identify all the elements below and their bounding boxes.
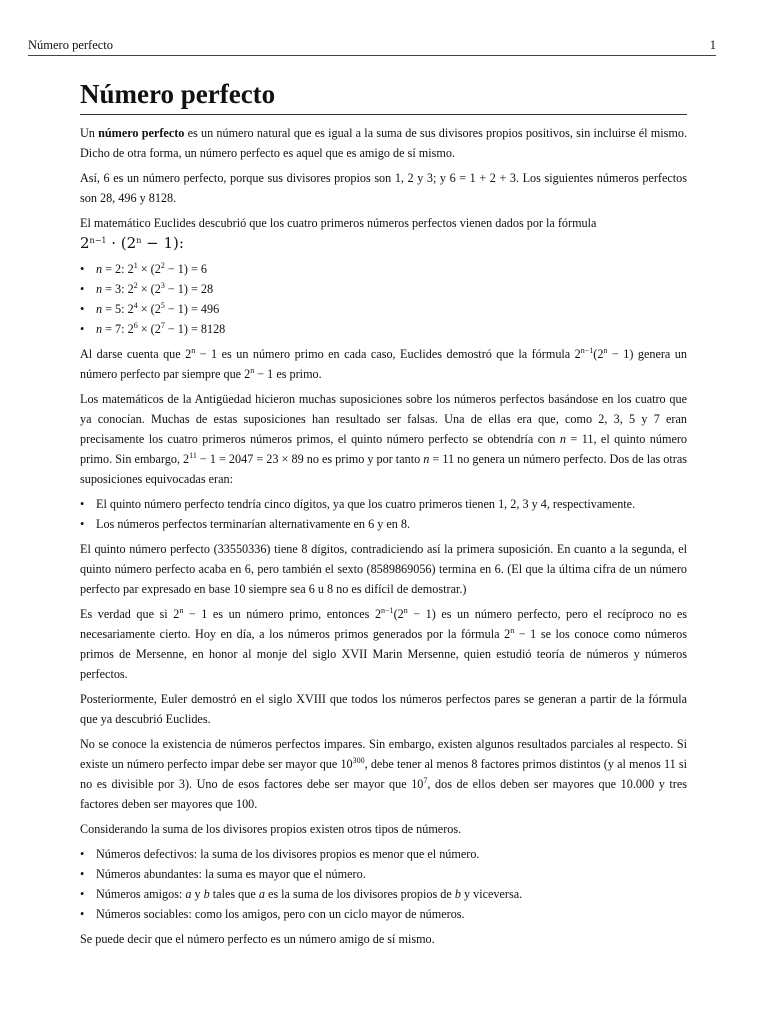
euclid-examples-list bbox=[80, 259, 687, 339]
running-title: Número perfecto bbox=[28, 38, 114, 52]
list-item: • n = 7: $2^6 \times (2^7 - 1) = 8128$ bbox=[80, 319, 687, 339]
euler-paragraph: Posteriormente, Euler demostró en el siglo XVIII que todos los números perfectos pares se generan a partir de la fórmula que ya descubrió Euclides. bbox=[80, 692, 687, 726]
euclid-proof-paragraph: Al darse cuenta que $2^n - 1$ es un número primo en cada caso, Euclides demostró que la fórmula $2^{n-1}(2^n - 1)$ genera un número perfecto par siempre que $2^n - 1$ es primo. bbox=[80, 346, 687, 381]
number-types-list bbox=[80, 844, 687, 924]
odd-perfect-paragraph: No se conoce la existencia de números perfectos impares. Sin embargo, existen algunos resultados parciales al respecto. Si existe un número perfecto impar debe ser mayor que $10^{300}$, debe tener al menos 8 factores primos distintos (y al menos 11 si no es divisible por 3). Uno de esos factores debe ser mayor que $10^7$, dos de ellos deben ser mayores que 10.000 y tres factores deben ser mayores que 100. bbox=[80, 737, 688, 811]
running-header bbox=[28, 38, 716, 56]
other-types-paragraph: Considerando la suma de los divisores propios existen otros tipos de números. bbox=[80, 822, 462, 836]
list-item: • El quinto número perfecto tendría cinco dígitos, ya que los cuatro primeros tienen 1, 2, 3 y 4, respectivamente. bbox=[80, 494, 687, 514]
euclid-formula-paragraph: El matemático Euclides descubrió que los cuatro primeros números perfectos vienen dados por la fórmula $2^{n-1} \cdot (2^n - 1)$: bbox=[80, 216, 597, 252]
intro-paragraph: Un número perfecto es un número natural que es igual a la suma de sus divisores propios positivos, sin incluirse él mismo. Dicho de otra forma, un número perfecto es aquel que es amigo de sí mismo. bbox=[80, 126, 687, 160]
list-item: • n = 2: $2^1 \times (2^2 - 1) = 6$ bbox=[80, 259, 687, 279]
list-item: • n = 5: $2^4 \times (2^5 - 1) = 496$ bbox=[80, 299, 687, 319]
page-title: Número perfecto bbox=[80, 76, 687, 115]
suppositions-list bbox=[80, 494, 687, 534]
fifth-perfect-paragraph: El quinto número perfecto (33550336) tiene 8 dígitos, contradiciendo así la primera suposición. En cuanto a la segunda, el quinto número perfecto acaba en 6, pero también el sexto (8589869056) termina en 6. (El que la última cifra de un número perfecto par expresado en base 10 siempre sea 6 u 8 no es difícil de demostrar.) bbox=[80, 542, 687, 596]
term-numero-perfecto: número perfecto bbox=[98, 126, 185, 140]
list-item: • Números defectivos: la suma de los divisores propios es menor que el número. bbox=[80, 844, 687, 864]
ancient-suppositions-paragraph: Los matemáticos de la Antigüedad hicieron muchas suposiciones sobre los números perfectos basándose en los cuatro que ya conocían. Muchas de estas suposiciones han resultado ser falsas. Una de ellas era que, como 2, 3, 5 y 7 eran precisamente los cuatro primeros números primos, el quinto número perfecto se obtendría con n = 11, el quinto número primo. Sin embargo, $2^{11} - 1 = 2047 = 23 \times 89$ no es primo y por tanto n = 11 no genera un número perfecto. Dos de las otras suposiciones equivocadas eran: bbox=[80, 392, 687, 486]
mersenne-paragraph: Es verdad que si $2^n - 1$ es un número primo, entonces $2^{n-1}(2^n - 1)$ es un número perfecto, pero el recíproco no es necesariamente cierto. Hoy en día, a los números primos generados por la fórmula $2^n - 1$ se los conoce como números primos de Mersenne, en honor al monje del siglo XVII Marin Mersenne, quien estudió teoría de números y números perfectos. bbox=[80, 606, 688, 681]
list-item: • Números amigos: a y b tales que a es la suma de los divisores propios de b y viceversa. bbox=[80, 884, 687, 904]
euclid-formula: $2^{n-1} \cdot (2^n - 1)$: bbox=[80, 234, 184, 252]
list-item: • Números abundantes: la suma es mayor que el número. bbox=[80, 864, 687, 884]
example-paragraph: Así, 6 es un número perfecto, porque sus divisores propios son 1, 2 y 3; y 6 = 1 + 2 + 3. Los siguientes números perfectos son 28, 496 y 8128. bbox=[80, 171, 687, 205]
list-item: • Números sociables: como los amigos, pero con un ciclo mayor de números. bbox=[80, 904, 687, 924]
list-item: • n = 3: $2^2 \times (2^3 - 1) = 28$ bbox=[80, 279, 687, 299]
list-item: • Los números perfectos terminarían alternativamente en 6 y en 8. bbox=[80, 514, 687, 534]
page-number: 1 bbox=[709, 38, 716, 52]
article-body bbox=[80, 76, 687, 954]
closing-paragraph: Se puede decir que el número perfecto es un número amigo de sí mismo. bbox=[80, 932, 435, 946]
